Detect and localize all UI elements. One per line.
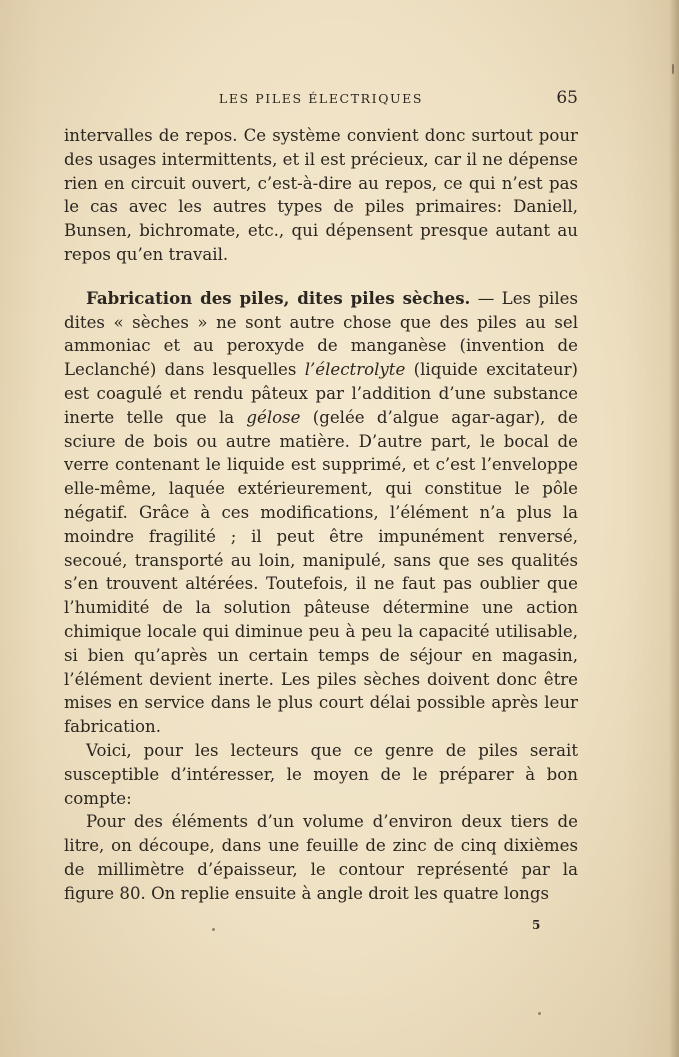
italic-term: l’électrolyte bbox=[304, 360, 406, 380]
paper-speck bbox=[538, 1012, 541, 1015]
paragraph-continuation: intervalles de repos. Ce système convient donc surtout pour des usages intermittents, et il est précieux, car il ne dépense rien en circuit ouvert, c’est-à-dire au repos, ce qui n’est pas le cas avec les autres types de piles primaires: Daniell, Bunsen, bichromate, etc., qui dépensent presque autant au repos qu’en travail. bbox=[64, 126, 578, 264]
signature-mark: 5 bbox=[532, 918, 541, 932]
paragraph-dry-cells bbox=[64, 287, 578, 739]
paragraph-text: — Les piles dites « sèches » ne sont autre chose que des piles au sel ammoniac et au peroxyde de manganèse (invention de Leclanché) dans lesquelles bbox=[64, 288, 578, 380]
paper-speck bbox=[672, 64, 674, 74]
page-edge-shadow bbox=[669, 0, 679, 1057]
paragraph-construction: Pour des éléments d’un volume d’environ deux tiers de litre, on découpe, dans une feuille de zinc de cinq dixièmes de millimètre d’épaisseur, le contour représenté par la figure 80. On replie ensuite à angle droit les quatre longs bbox=[64, 812, 578, 903]
paragraph-readers: Voici, pour les lecteurs que ce genre de piles serait susceptible d’intéresser, le moyen de le préparer à bon compte: bbox=[64, 740, 578, 808]
paragraph-text: (liquide excitateur) est coagulé et rendu pâteux par l’addition d’une substance inerte telle que la bbox=[64, 360, 579, 427]
running-title: LES PILES ÉLECTRIQUES bbox=[218, 91, 424, 106]
section-heading: Fabrication des piles, dites piles sèches. bbox=[86, 287, 471, 308]
paragraph-text: (gelée d’algue agar-agar), de sciure de bois ou autre matière. D’autre part, le bocal de verre contenant le liquide est supprimé, et c’est l’enveloppe elle-même, laquée extérieurement, qui constitue le pôle négatif. Grâce à ces modifications, l’élément n’a plus la moindre fragilité ; il peut être impunément renversé, secoué, transporté au loin, manipulé, sans que ses qualités s’en trouvent altérées. Toutefois, il ne faut pas oublier que l’humidité de la solution pâteuse détermine une action chimique locale qui diminue peu à peu la capacité utilisable, si bien qu’après un certain temps de séjour en magasin, l’élément devient inerte. Les piles sèches doivent donc être mises en service dans le plus court délai possible après leur fabrication. bbox=[64, 407, 578, 737]
paper-speck bbox=[212, 928, 215, 931]
page-number: 65 bbox=[556, 88, 578, 108]
body-text bbox=[64, 124, 578, 906]
page-header bbox=[64, 88, 578, 112]
italic-term: gélose bbox=[246, 407, 301, 427]
